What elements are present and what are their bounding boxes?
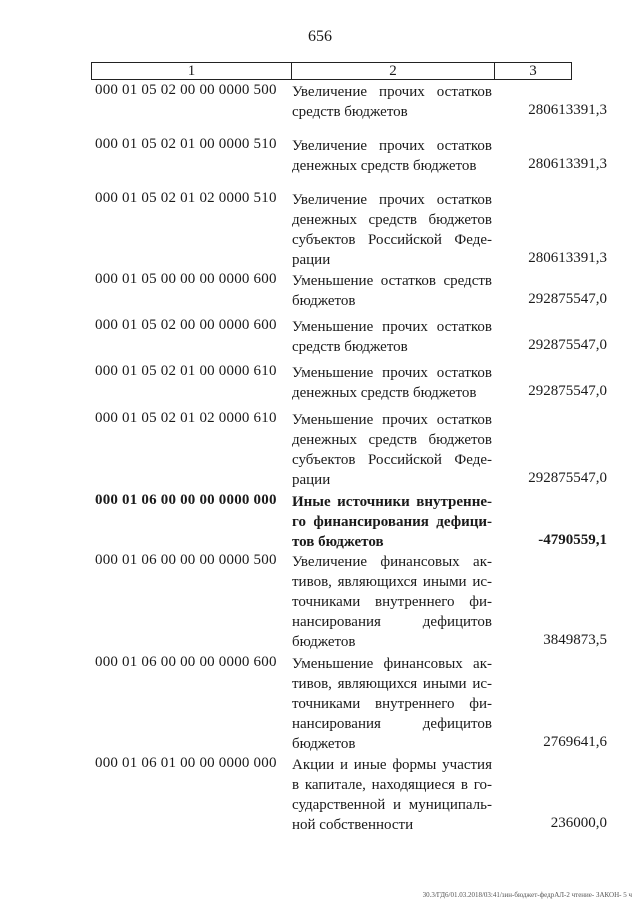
description-line: субъектов Российской Феде- (292, 232, 492, 248)
row-value: -4790559,1 (538, 532, 607, 548)
description-line: ной собственности (292, 817, 414, 833)
row-description (292, 654, 492, 754)
description-line: денежных средств бюджетов (292, 212, 492, 228)
description-line: Увеличение финансовых ак- (292, 554, 492, 570)
row-code: 000 01 06 01 00 00 0000 000 (95, 755, 277, 771)
row-value: 3849873,5 (543, 632, 607, 648)
footer-stamp: 30.3/ГД6/01.03.2018/03:41/зин-бюджет-федрАЛ-2 чтение- ЗАКОН- 5 ч (422, 891, 632, 899)
row-code: 000 01 05 02 01 02 0000 510 (95, 190, 277, 206)
description-line: субъектов Российской Феде- (292, 452, 492, 468)
row-code: 000 01 06 00 00 00 0000 600 (95, 654, 277, 670)
row-description (292, 317, 492, 357)
row-value: 292875547,0 (528, 291, 607, 307)
description-line: Увеличение прочих остатков (292, 192, 492, 208)
description-line: бюджетов (292, 634, 356, 650)
description-line: Уменьшение остатков средств (292, 273, 492, 289)
description-line: тивов, являющихся иными ис- (292, 676, 492, 692)
row-code: 000 01 05 02 00 00 0000 500 (95, 82, 277, 98)
description-line: бюджетов (292, 293, 356, 309)
row-description (292, 271, 492, 311)
description-line: Акции и иные формы участия (292, 757, 492, 773)
row-description (292, 82, 492, 122)
row-value: 292875547,0 (528, 337, 607, 353)
description-line: нансирования дефицитов (292, 614, 492, 630)
row-value: 292875547,0 (528, 383, 607, 399)
description-line: Иные источники внутренне- (292, 494, 492, 510)
row-description (292, 755, 492, 835)
description-line: го финансирования дефици- (292, 514, 492, 530)
description-line: Уменьшение финансовых ак- (292, 656, 492, 672)
description-line: средств бюджетов (292, 339, 408, 355)
description-line: в капитале, находящиеся в го- (292, 777, 492, 793)
description-line: рации (292, 252, 331, 268)
description-line: тивов, являющихся иными ис- (292, 574, 492, 590)
description-line: точниками внутреннего фи- (292, 594, 492, 610)
row-description (292, 410, 492, 490)
row-code: 000 01 05 02 00 00 0000 600 (95, 317, 277, 333)
header-col-2: 2 (292, 63, 495, 79)
row-code: 000 01 05 02 01 00 0000 510 (95, 136, 277, 152)
description-line: тов бюджетов (292, 534, 384, 550)
row-code: 000 01 05 02 01 00 0000 610 (95, 363, 277, 379)
description-line: рации (292, 472, 331, 488)
description-line: Уменьшение прочих остатков (292, 319, 492, 335)
row-description (292, 190, 492, 270)
header-col-3: 3 (529, 63, 537, 79)
description-line: Увеличение прочих остатков (292, 138, 492, 154)
description-line: денежных средств бюджетов (292, 385, 477, 401)
description-line: денежных средств бюджетов (292, 158, 477, 174)
row-code: 000 01 05 02 01 02 0000 610 (95, 410, 277, 426)
header-col-1: 1 (92, 63, 292, 79)
description-line: Уменьшение прочих остатков (292, 365, 492, 381)
table-header (91, 62, 572, 80)
description-line: нансирования дефицитов (292, 716, 492, 732)
page-number: 656 (308, 28, 332, 45)
row-description (292, 363, 492, 403)
row-value: 2769641,6 (543, 734, 607, 750)
description-line: бюджетов (292, 736, 356, 752)
row-description (292, 552, 492, 652)
row-value: 236000,0 (550, 815, 607, 831)
description-line: денежных средств бюджетов (292, 432, 492, 448)
row-value: 280613391,3 (528, 250, 607, 266)
description-line: Уменьшение прочих остатков (292, 412, 492, 428)
description-line: сударственной и муниципаль- (292, 797, 492, 813)
row-value: 292875547,0 (528, 470, 607, 486)
row-code: 000 01 05 00 00 00 0000 600 (95, 271, 277, 287)
row-value: 280613391,3 (528, 156, 607, 172)
description-line: Увеличение прочих остатков (292, 84, 492, 100)
description-line: средств бюджетов (292, 104, 408, 120)
description-line: точниками внутреннего фи- (292, 696, 492, 712)
row-description (292, 136, 492, 176)
row-description (292, 492, 492, 552)
row-value: 280613391,3 (528, 102, 607, 118)
row-code: 000 01 06 00 00 00 0000 500 (95, 552, 277, 568)
row-code: 000 01 06 00 00 00 0000 000 (95, 492, 277, 508)
